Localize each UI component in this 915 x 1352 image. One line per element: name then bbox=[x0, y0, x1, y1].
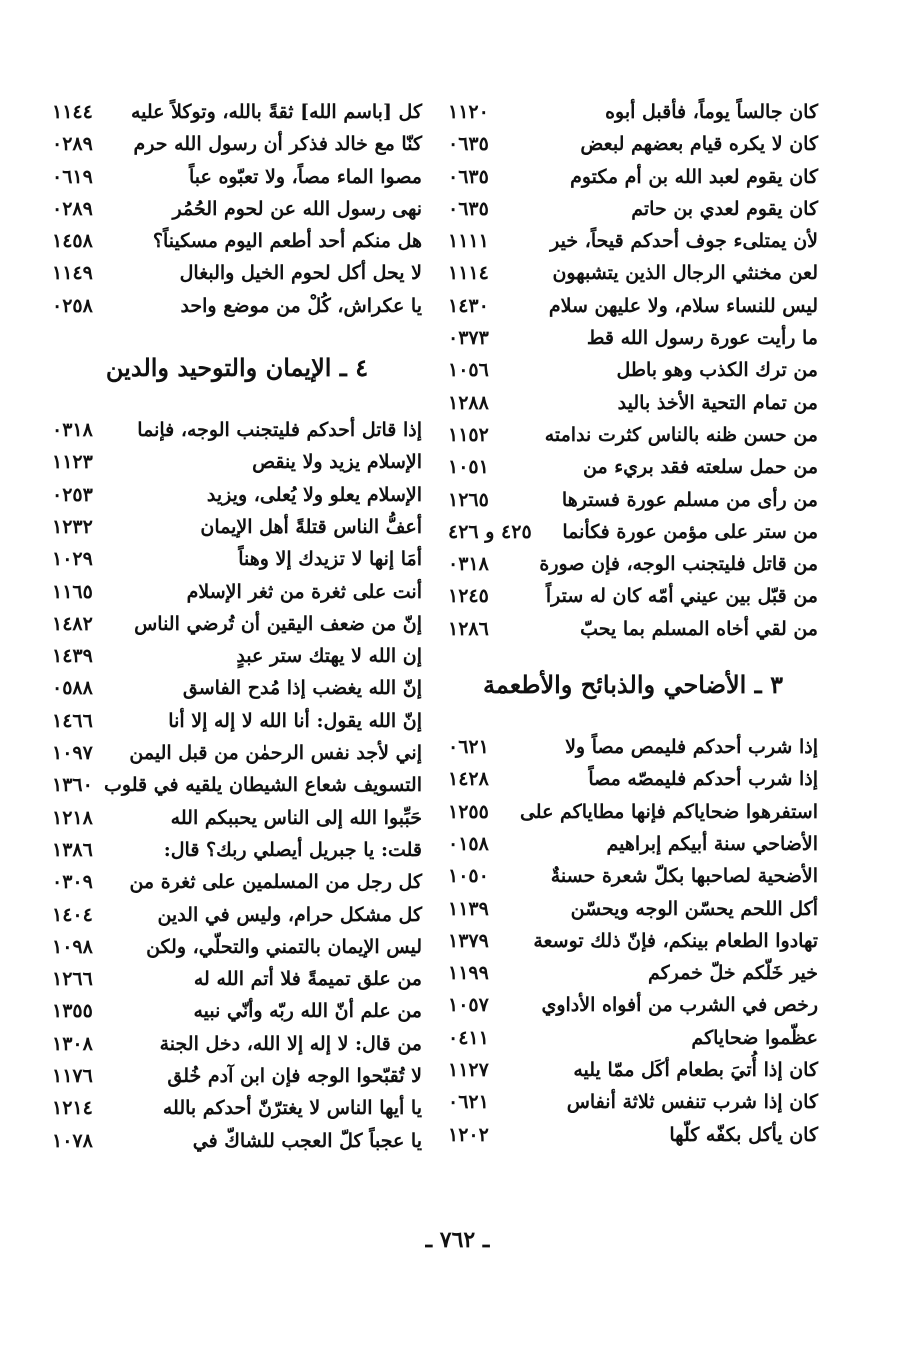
entry-ref-number: ١١٩٩ bbox=[448, 962, 489, 985]
index-entry bbox=[448, 257, 818, 289]
left-entries-bottom bbox=[52, 414, 422, 1157]
entry-ref-number: ١٢٦٥ bbox=[448, 488, 489, 511]
entry-ref-number: ١٢١٤ bbox=[52, 1097, 93, 1120]
entry-ref-number: ١٤٣٩ bbox=[52, 645, 93, 668]
entry-ref-number: ١١١٤ bbox=[448, 262, 489, 285]
index-entry bbox=[52, 414, 422, 446]
entry-text: لا يحل أكل لحوم الخيل والبغال bbox=[179, 262, 422, 285]
entry-text: الإسلام يزيد ولا ينقص bbox=[252, 451, 422, 474]
entry-text: من قال: لا إله إلا الله، دخل الجنة bbox=[159, 1032, 422, 1055]
index-entry bbox=[448, 731, 818, 763]
index-entry bbox=[448, 290, 818, 322]
index-entry bbox=[448, 354, 818, 386]
entry-text: من حسن ظنه بالناس كثرت ندامته bbox=[544, 423, 818, 446]
index-entry bbox=[52, 193, 422, 225]
index-entry bbox=[448, 925, 818, 957]
index-entry bbox=[52, 899, 422, 931]
entry-ref-number: ١١٢٧ bbox=[448, 1059, 489, 1082]
entry-ref-number: ٠٣١٨ bbox=[448, 553, 489, 576]
entry-text: كان إذا شرب تنفس ثلاثة أنفاس bbox=[566, 1091, 818, 1114]
entry-text: إذا شرب أحدكم فليمصّه مصاً bbox=[588, 768, 818, 791]
index-entry bbox=[52, 672, 422, 704]
index-entry bbox=[52, 96, 422, 128]
index-entry bbox=[52, 995, 422, 1027]
index-entry bbox=[52, 1060, 422, 1092]
entry-ref-number: ١١٤٩ bbox=[52, 262, 93, 285]
entry-text: هل منكم أحد أطعم اليوم مسكيناً؟ bbox=[152, 230, 422, 253]
entry-text: كان إذا أُتيَ بطعام أكَل ممّا يليه bbox=[573, 1059, 818, 1082]
entry-text: من ترك الكذب وهو باطل bbox=[616, 359, 818, 382]
entry-text: من علم أنّ الله ربّه وأنّي نبيه bbox=[193, 1000, 422, 1023]
entry-text: من رأى من مسلم عورة فسترها bbox=[561, 488, 818, 511]
entry-text: كان لا يكره قيام بعضهم لبعض bbox=[580, 133, 818, 156]
entry-ref-number: ١٠٢٩ bbox=[52, 548, 93, 571]
index-entry bbox=[448, 419, 818, 451]
index-entry bbox=[52, 640, 422, 672]
index-entry bbox=[448, 451, 818, 483]
index-entry bbox=[52, 225, 422, 257]
index-entry bbox=[448, 387, 818, 419]
entry-ref-number: ١٣٧٩ bbox=[448, 929, 489, 952]
index-entry bbox=[448, 860, 818, 892]
index-entry bbox=[448, 1119, 818, 1151]
index-entry bbox=[448, 161, 818, 193]
entry-text: إنّ الله يغضب إذا مُدح الفاسق bbox=[182, 677, 422, 700]
page-number: ـ ٧٦٢ ـ bbox=[425, 1227, 490, 1253]
entry-ref-number: ١٣٨٦ bbox=[52, 838, 93, 861]
index-entry bbox=[448, 225, 818, 257]
index-entry bbox=[448, 516, 818, 548]
index-entry bbox=[448, 989, 818, 1021]
entry-text: إنّ الله يقول: أنا الله لا إله إلا أنا bbox=[168, 709, 422, 732]
entry-text: الأضحية لصاحبها بكلّ شعرة حسنةٌ bbox=[550, 865, 818, 888]
entry-text: قلت: يا جبريل أيصلي ربك؟ قال: bbox=[163, 838, 422, 861]
index-entry bbox=[52, 1028, 422, 1060]
index-entry bbox=[52, 802, 422, 834]
entry-ref-number: ١٢٤٥ bbox=[448, 585, 489, 608]
index-entry bbox=[448, 548, 818, 580]
entry-text: من حمل سلعته فقد بريء من bbox=[582, 456, 818, 479]
index-entry bbox=[52, 1125, 422, 1157]
index-entry bbox=[52, 963, 422, 995]
entry-ref-number: ٠٢٥٣ bbox=[52, 483, 93, 506]
entry-ref-number: ١٠٥٦ bbox=[448, 359, 489, 382]
index-entry bbox=[448, 96, 818, 128]
entry-ref-number: ١٣٦٠ bbox=[52, 774, 93, 797]
index-entry bbox=[52, 128, 422, 160]
entry-ref-number: ٠٦١٩ bbox=[52, 165, 93, 188]
index-entry bbox=[52, 446, 422, 478]
entry-ref-number: ١١٤٤ bbox=[52, 101, 93, 123]
entry-ref-number: ١٣٠٨ bbox=[52, 1032, 93, 1055]
entry-ref-number: ١٢٦٦ bbox=[52, 968, 93, 991]
entry-ref-number: ١١٢٣ bbox=[52, 451, 93, 474]
entry-ref-number: ١٤٨٢ bbox=[52, 612, 93, 635]
entry-ref-number: ٠٦٣٥ bbox=[448, 133, 489, 156]
index-entry bbox=[448, 128, 818, 160]
entry-ref-number: ٠١٥٨ bbox=[448, 832, 489, 855]
index-entry bbox=[448, 193, 818, 225]
index-entry bbox=[52, 737, 422, 769]
entry-ref-number: ٠٦٣٥ bbox=[448, 197, 489, 220]
entry-text: ليس الإيمان بالتمني والتحلّي، ولكن bbox=[146, 935, 422, 958]
entry-ref-number: ٠٢٨٩ bbox=[52, 197, 93, 220]
entry-ref-number: ١٠٧٨ bbox=[52, 1129, 93, 1152]
entry-ref-number: ١٢٣٢ bbox=[52, 515, 93, 538]
entry-text: نهى رسول الله عن لحوم الحُمُر bbox=[172, 197, 422, 220]
entry-text: أعفُّ الناس قتلةً أهل الإيمان bbox=[200, 515, 422, 538]
entry-text: ليس للنساء سلام، ولا عليهن سلام bbox=[548, 294, 818, 317]
entry-ref-number: ٠٣١٨ bbox=[52, 419, 93, 442]
entry-text: التسويف شعاع الشيطان يلقيه في قلوب bbox=[104, 774, 422, 797]
index-entry bbox=[448, 796, 818, 828]
entry-ref-number: ١٤٣٠ bbox=[448, 294, 489, 317]
entry-text: كان يأكل بكفّه كلّها bbox=[669, 1123, 818, 1146]
right-entries-top bbox=[448, 96, 818, 645]
section-heading-4: ٤ ـ الإيمان والتوحيد والدين bbox=[105, 353, 369, 383]
index-entry bbox=[448, 1086, 818, 1118]
index-entry bbox=[448, 763, 818, 795]
entry-ref-number: ١١٥٢ bbox=[448, 423, 489, 446]
entry-text: من لقي أخاه المسلم بما يحبّ bbox=[580, 617, 818, 640]
entry-ref-number: ٠٢٨٩ bbox=[52, 133, 93, 156]
entry-text: من قاتل فليتجنب الوجه، فإن صورة bbox=[539, 553, 818, 576]
entry-text: أمَا إنها لا تزيدك إلا وهناً bbox=[238, 548, 422, 571]
entry-ref-number: ١٤٥٨ bbox=[52, 230, 93, 253]
index-entry bbox=[52, 769, 422, 801]
entry-ref-number: ٠٤١١ bbox=[448, 1026, 489, 1049]
entry-ref-number: ١٤٦٦ bbox=[52, 709, 93, 732]
entry-ref-number: ١١٦٥ bbox=[52, 580, 93, 603]
entry-ref-number: ٠٣٧٣ bbox=[448, 327, 489, 350]
entry-text: كل رجل من المسلمين على ثغرة من bbox=[129, 871, 422, 894]
entry-ref-number: ٠٦٣٥ bbox=[448, 165, 489, 188]
entry-text: رخص في الشرب من أفواه الأداوي bbox=[541, 994, 818, 1017]
index-entry bbox=[52, 543, 422, 575]
index-entry bbox=[52, 479, 422, 511]
entry-text: خير خَلّكم خلّ خمركم bbox=[647, 962, 818, 985]
entry-ref-number: ١٢١٨ bbox=[52, 806, 93, 829]
entry-ref-number: ١٢٠٢ bbox=[448, 1123, 489, 1146]
entry-ref-number: ٤٢٥ و ٤٢٦ bbox=[448, 520, 532, 543]
section-heading-3: ٣ ـ الأضاحي والذبائح والأطعمة bbox=[483, 670, 783, 700]
entry-ref-number: ٠٢٥٨ bbox=[52, 294, 93, 317]
entry-text: استفرهوا ضحاياكم فإنها مطاياكم على bbox=[519, 800, 818, 823]
entry-ref-number: ١١٣٩ bbox=[448, 897, 489, 920]
entry-ref-number: ٠٥٨٨ bbox=[52, 677, 93, 700]
entry-text: يا عجباً كلّ العجب للشاكّ في bbox=[192, 1129, 422, 1152]
entry-text: لأن يمتلىء جوف أحدكم قيحاً، خير bbox=[550, 230, 818, 253]
entry-ref-number: ١٢٨٨ bbox=[448, 391, 489, 414]
entry-text: أكل اللحم يحسّن الوجه ويحسّن bbox=[570, 897, 818, 920]
entry-text: لعن مخنثي الرجال الذين يتشبهون bbox=[552, 262, 818, 285]
entry-text: من قبّل بين عيني أمّه كان له ستراً bbox=[545, 585, 818, 608]
entry-ref-number: ١٠٥٠ bbox=[448, 865, 489, 888]
index-entry bbox=[448, 1022, 818, 1054]
right-entries-bottom bbox=[448, 731, 818, 1151]
entry-text: لا تُقبّحوا الوجه فإن ابن آدم خُلق bbox=[167, 1065, 422, 1088]
entry-text: تهادوا الطعام بينكم، فإنّ ذلك توسعة bbox=[533, 929, 818, 952]
entry-text: كنّا مع خالد فذكر أن رسول الله حرم bbox=[133, 133, 422, 156]
entry-text: إن الله لا يهتك ستر عبدٍ bbox=[236, 645, 422, 668]
index-entry bbox=[52, 931, 422, 963]
index-entry bbox=[448, 893, 818, 925]
entry-text: من علق تميمةً فلا أتم الله له bbox=[193, 968, 422, 991]
entry-ref-number: ١١١١ bbox=[448, 230, 489, 253]
index-entry bbox=[52, 257, 422, 289]
index-entry bbox=[52, 576, 422, 608]
index-entry bbox=[448, 484, 818, 516]
left-column bbox=[52, 96, 422, 1157]
entry-text: عظّموا ضحاياكم bbox=[691, 1026, 818, 1049]
entry-ref-number: ١٠٥١ bbox=[448, 456, 489, 479]
index-entry bbox=[52, 866, 422, 898]
entry-ref-number: ١٤٢٨ bbox=[448, 768, 489, 791]
index-entry bbox=[52, 608, 422, 640]
entry-text: من ستر على مؤمن عورة فكأنما bbox=[562, 520, 818, 543]
index-entry bbox=[448, 957, 818, 989]
entry-text: من تمام التحية الأخذ باليد bbox=[617, 391, 818, 414]
entry-text: إني لأجد نفس الرحمٰن من قبل اليمن bbox=[129, 742, 422, 765]
entry-text: الإسلام يعلو ولا يُعلى، ويزيد bbox=[206, 483, 422, 506]
entry-ref-number: ١٠٥٧ bbox=[448, 994, 489, 1017]
entry-ref-number: ١٢٨٦ bbox=[448, 617, 489, 640]
index-entry bbox=[52, 705, 422, 737]
entry-text: الأضاحي سنة أبيكم إبراهيم bbox=[606, 832, 818, 855]
entry-ref-number: ١٢٥٥ bbox=[448, 800, 489, 823]
entry-text: مصوا الماء مصاً، ولا تعبّوه عباً bbox=[188, 165, 422, 188]
entry-text: كل [باسم الله] ثقةً بالله، وتوكلاً عليه bbox=[130, 101, 422, 123]
entry-ref-number: ٠٦٢١ bbox=[448, 1091, 489, 1114]
index-entry bbox=[448, 322, 818, 354]
index-entry bbox=[448, 1054, 818, 1086]
entry-text: إنّ من ضعف اليقين أن تُرضي الناس bbox=[134, 612, 422, 635]
entry-text: إذا شرب أحدكم فليمص مصاً ولا bbox=[565, 736, 818, 759]
entry-ref-number: ١٠٩٧ bbox=[52, 742, 93, 765]
entry-ref-number: ١٠٩٨ bbox=[52, 935, 93, 958]
entry-text: يا أيها الناس لا يغترّنّ أحدكم بالله bbox=[162, 1097, 422, 1120]
entry-ref-number: ٠٣٠٩ bbox=[52, 871, 93, 894]
entry-ref-number: ١٤٠٤ bbox=[52, 903, 93, 926]
index-entry bbox=[52, 161, 422, 193]
index-entry bbox=[52, 511, 422, 543]
index-entry bbox=[448, 613, 818, 645]
index-entry bbox=[52, 834, 422, 866]
entry-text: يا عكراش، كُلْ من موضع واحد bbox=[180, 294, 422, 317]
index-entry bbox=[52, 1092, 422, 1124]
index-entry bbox=[448, 580, 818, 612]
left-entries-top bbox=[52, 96, 422, 322]
entry-text: أنت على ثغرة من ثغر الإسلام bbox=[186, 580, 422, 603]
right-column bbox=[448, 96, 818, 1151]
entry-text: كان يقوم لعدي بن حاتم bbox=[631, 197, 818, 220]
entry-ref-number: ٠٦٢١ bbox=[448, 736, 489, 759]
entry-text: كان جالساً يوماً، فأقبل أبوه bbox=[605, 101, 818, 123]
entry-text: كان يقوم لعبد الله بن أم مكتوم bbox=[570, 165, 818, 188]
entry-text: كل مشكل حرام، وليس في الدين bbox=[157, 903, 422, 926]
entry-ref-number: ١١٧٦ bbox=[52, 1065, 93, 1088]
entry-text: إذا قاتل أحدكم فليتجنب الوجه، فإنما bbox=[137, 419, 422, 442]
entry-text: حَبِّبوا الله إلى الناس يحببكم الله bbox=[170, 806, 422, 829]
index-entry bbox=[448, 828, 818, 860]
entry-ref-number: ١٣٥٥ bbox=[52, 1000, 93, 1023]
index-entry bbox=[52, 290, 422, 322]
entry-ref-number: ١١٢٠ bbox=[448, 101, 489, 123]
entry-text: ما رأيت عورة رسول الله قط bbox=[586, 327, 818, 350]
